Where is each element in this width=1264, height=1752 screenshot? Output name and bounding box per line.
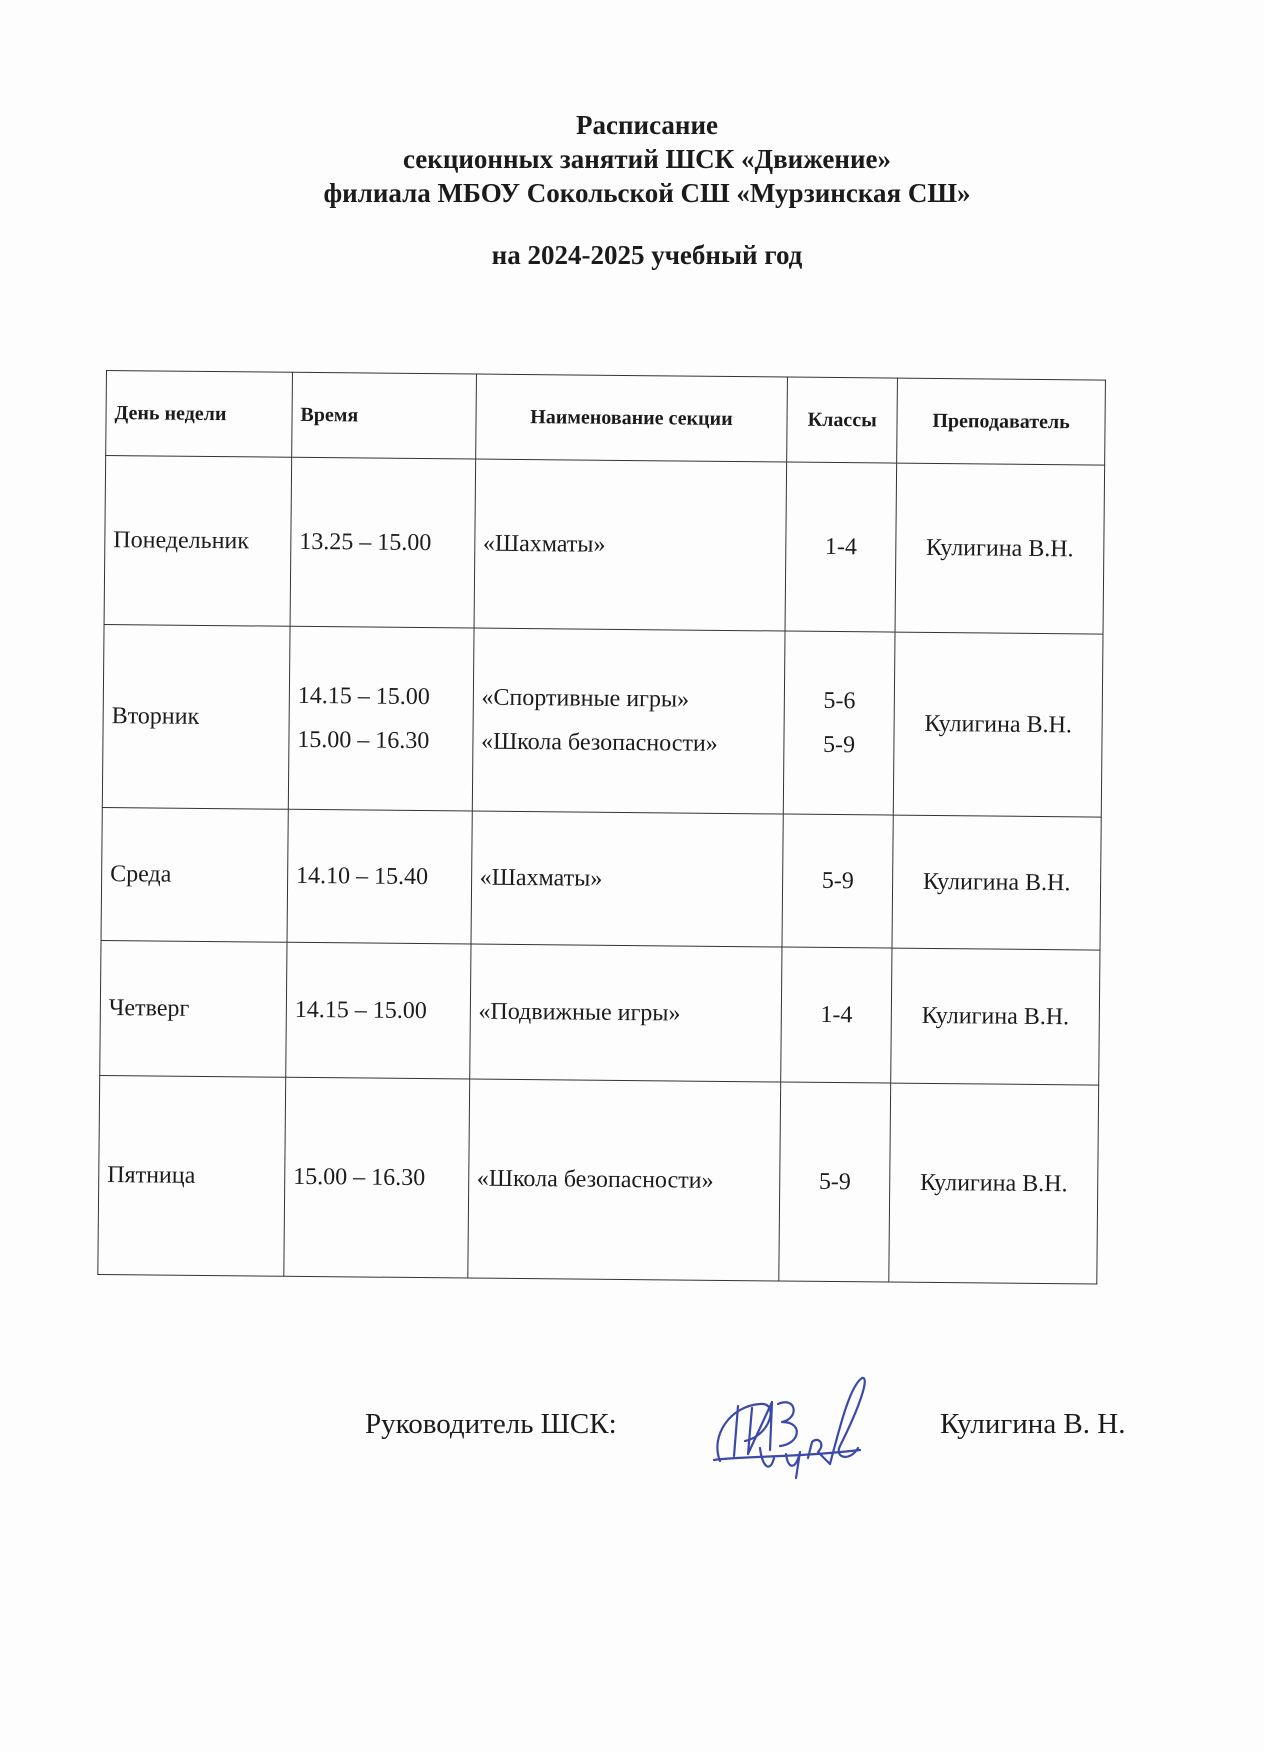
signer-name: Кулигина В. Н. bbox=[940, 1408, 1126, 1440]
time-value: 13.25 – 15.00 bbox=[299, 528, 432, 557]
cell-classes bbox=[785, 462, 897, 632]
time-value: 14.15 – 15.00 bbox=[294, 996, 427, 1025]
title-year: на 2024-2025 учебный год bbox=[491, 240, 803, 270]
table-row bbox=[102, 624, 1103, 817]
time-value: 14.10 – 15.40 bbox=[295, 862, 429, 891]
table-row bbox=[98, 1075, 1099, 1284]
cell-teacher: Кулигина В.Н. bbox=[895, 463, 1105, 634]
table-row bbox=[100, 940, 1100, 1085]
cell-day: Пятница bbox=[98, 1075, 286, 1276]
cell-day: Четверг bbox=[100, 940, 287, 1077]
cell-time bbox=[288, 626, 473, 811]
table-row bbox=[101, 807, 1101, 950]
cell-day: Вторник bbox=[102, 624, 290, 809]
table-row bbox=[104, 456, 1105, 635]
schedule-table bbox=[97, 370, 1106, 1285]
section-value: «Спортивные игры» bbox=[481, 684, 690, 713]
section-value: «Школа безопасности» bbox=[476, 1165, 714, 1194]
title-line-2: секционных занятий ШСК «Движение» bbox=[402, 144, 892, 174]
cell-time bbox=[287, 809, 472, 944]
section-value: «Шахматы» bbox=[479, 864, 603, 892]
classes-value: 1-4 bbox=[820, 1001, 853, 1029]
cell-teacher: Кулигина В.Н. bbox=[892, 815, 1101, 950]
header-time: Время bbox=[292, 372, 476, 459]
cell-classes bbox=[781, 947, 892, 1083]
section-value: «Шахматы» bbox=[482, 530, 606, 558]
cell-section bbox=[469, 944, 782, 1082]
cell-teacher: Кулигина В.Н. bbox=[893, 632, 1103, 817]
cell-section bbox=[467, 1079, 780, 1281]
classes-value: 1-4 bbox=[824, 533, 858, 561]
title-line-1: Расписание bbox=[575, 110, 718, 140]
classes-value: 5-9 bbox=[822, 731, 856, 759]
document-header bbox=[0, 108, 1264, 272]
section-value: «Школа безопасности» bbox=[480, 728, 718, 757]
cell-time bbox=[286, 942, 471, 1079]
section-value: «Подвижные игры» bbox=[478, 998, 681, 1027]
time-value: 15.00 – 16.30 bbox=[293, 1163, 426, 1192]
header-day: День недели bbox=[106, 371, 293, 458]
time-value: 14.15 – 15.00 bbox=[297, 682, 430, 711]
handwritten-signature-icon bbox=[700, 1366, 870, 1486]
signature-block bbox=[0, 1396, 1264, 1486]
cell-classes bbox=[783, 631, 895, 815]
title-line-3: филиала МБОУ Сокольской СШ «Мурзинская СШ» bbox=[323, 178, 971, 208]
cell-teacher: Кулигина В.Н. bbox=[889, 1083, 1099, 1284]
cell-section bbox=[474, 459, 787, 631]
cell-time bbox=[290, 457, 475, 628]
header-section: Наименование секции bbox=[475, 374, 787, 462]
cell-section bbox=[472, 628, 785, 814]
time-value: 15.00 – 16.30 bbox=[297, 726, 430, 755]
cell-classes bbox=[779, 1082, 891, 1282]
signer-role-label: Руководитель ШСК: bbox=[365, 1408, 617, 1440]
cell-teacher: Кулигина В.Н. bbox=[891, 948, 1100, 1085]
table-header-row bbox=[106, 371, 1106, 466]
classes-value: 5-6 bbox=[823, 687, 856, 715]
classes-value: 5-9 bbox=[818, 1168, 852, 1196]
cell-day: Понедельник bbox=[104, 456, 292, 627]
cell-day: Среда bbox=[101, 807, 288, 942]
cell-time bbox=[284, 1077, 470, 1278]
cell-classes bbox=[782, 814, 893, 948]
header-teacher: Преподаватель bbox=[897, 378, 1106, 465]
classes-value: 5-9 bbox=[821, 867, 854, 895]
cell-section bbox=[471, 811, 784, 947]
header-classes: Классы bbox=[787, 377, 898, 463]
